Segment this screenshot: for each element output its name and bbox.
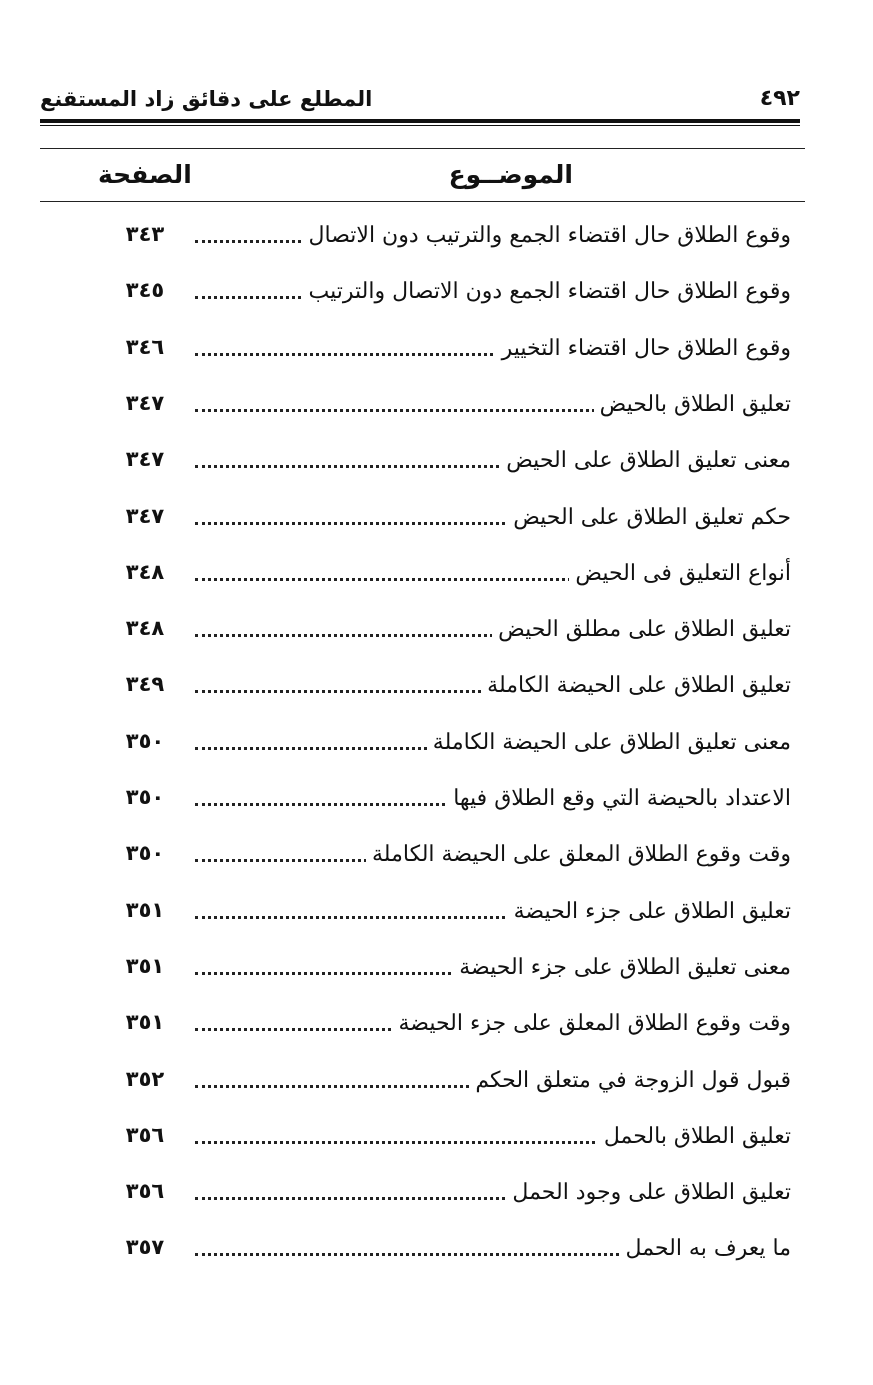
toc-entry-page: ٣٤٧ <box>125 504 165 528</box>
toc-entry-page: ٣٥١ <box>125 1010 165 1034</box>
table-top-rule <box>40 148 805 149</box>
page-number: ٤٩٢ <box>759 86 800 111</box>
toc-entry-title: تعليق الطلاق على وجود الحمل <box>506 1173 791 1213</box>
toc-entry[interactable] <box>0 886 873 942</box>
toc-entry-page: ٣٥٢ <box>125 1067 165 1091</box>
toc-entry[interactable] <box>0 548 873 604</box>
toc-entry[interactable] <box>0 604 873 660</box>
toc-entry[interactable] <box>0 717 873 773</box>
toc-entry-page: ٣٤٧ <box>125 391 165 415</box>
book-title: المطلع على دقائق زاد المستقنع <box>40 87 373 111</box>
toc-entry-page: ٣٤٨ <box>125 560 165 584</box>
header-rule-thick <box>40 119 800 123</box>
toc-entry[interactable] <box>0 435 873 491</box>
column-header-topic: الموضــوع <box>448 160 573 189</box>
toc-entry[interactable] <box>0 266 873 322</box>
toc-entry-title: تعليق الطلاق على مطلق الحيض <box>492 610 791 650</box>
toc-entry[interactable] <box>0 210 873 266</box>
toc-entry-title: معنى تعليق الطلاق على جزء الحيضة <box>453 948 791 988</box>
toc-entry-page: ٣٥٦ <box>125 1123 165 1147</box>
toc-entry-title: الاعتداد بالحيضة التي وقع الطلاق فيها <box>447 779 791 819</box>
toc-entry[interactable] <box>0 829 873 885</box>
toc-entry-page: ٣٥١ <box>125 954 165 978</box>
toc-entry-title: معنى تعليق الطلاق على الحيض <box>500 441 791 481</box>
toc-entry[interactable] <box>0 1167 873 1223</box>
toc-entry[interactable] <box>0 492 873 548</box>
toc-entry-title: معنى تعليق الطلاق على الحيضة الكاملة <box>427 723 791 763</box>
table-header-rule <box>40 201 805 202</box>
toc-entry[interactable] <box>0 1111 873 1167</box>
toc-entry[interactable] <box>0 773 873 829</box>
toc-entry-title: وقوع الطلاق حال اقتضاء الجمع دون الاتصال والترتيب <box>303 272 791 312</box>
toc-entry-title: تعليق الطلاق بالحيض <box>594 385 791 425</box>
toc-entry[interactable] <box>0 323 873 379</box>
toc-entry-page: ٣٥٧ <box>125 1235 165 1259</box>
toc-entry-title: أنواع التعليق فى الحيض <box>569 554 791 594</box>
toc-entry[interactable] <box>0 998 873 1054</box>
toc-entry-page: ٣٤٧ <box>125 447 165 471</box>
toc-entry-title: تعليق الطلاق بالحمل <box>598 1117 791 1157</box>
toc-entry[interactable] <box>0 1055 873 1111</box>
toc-entry-page: ٣٥٠ <box>125 785 165 809</box>
toc-entry-title: وقوع الطلاق حال اقتضاء الجمع والترتيب دون الاتصال <box>303 216 791 256</box>
toc-entry-title: وقوع الطلاق حال اقتضاء التخيير <box>496 329 791 369</box>
toc-entry-page: ٣٤٣ <box>125 222 165 246</box>
toc-entry-page: ٣٤٥ <box>125 278 165 302</box>
toc-entry-title: ما يعرف به الحمل <box>620 1229 791 1269</box>
toc-entry-title: وقت وقوع الطلاق المعلق على جزء الحيضة <box>392 1004 791 1044</box>
toc-entry-page: ٣٥٠ <box>125 729 165 753</box>
toc-entry-title: تعليق الطلاق على الحيضة الكاملة <box>481 666 791 706</box>
toc-entry-page: ٣٥١ <box>125 898 165 922</box>
toc-entry[interactable] <box>0 660 873 716</box>
running-header <box>40 84 800 118</box>
toc-entry[interactable] <box>0 942 873 998</box>
toc-entry-page: ٣٤٦ <box>125 335 165 359</box>
toc-entry[interactable] <box>0 379 873 435</box>
toc-entry-title: قبول قول الزوجة في متعلق الحكم <box>469 1061 791 1101</box>
toc-entry[interactable] <box>0 1223 873 1279</box>
toc-entry-page: ٣٥٠ <box>125 841 165 865</box>
toc-entry-title: وقت وقوع الطلاق المعلق على الحيضة الكاملة <box>366 835 791 875</box>
column-header-page: الصفحة <box>98 160 192 189</box>
header-rule-thin <box>40 125 800 126</box>
toc-entry-title: تعليق الطلاق على جزء الحيضة <box>508 892 791 932</box>
toc-entry-page: ٣٤٨ <box>125 616 165 640</box>
toc-entry-page: ٣٤٩ <box>125 672 165 696</box>
toc-entry-title: حكم تعليق الطلاق على الحيض <box>507 498 791 538</box>
toc-entry-page: ٣٥٦ <box>125 1179 165 1203</box>
